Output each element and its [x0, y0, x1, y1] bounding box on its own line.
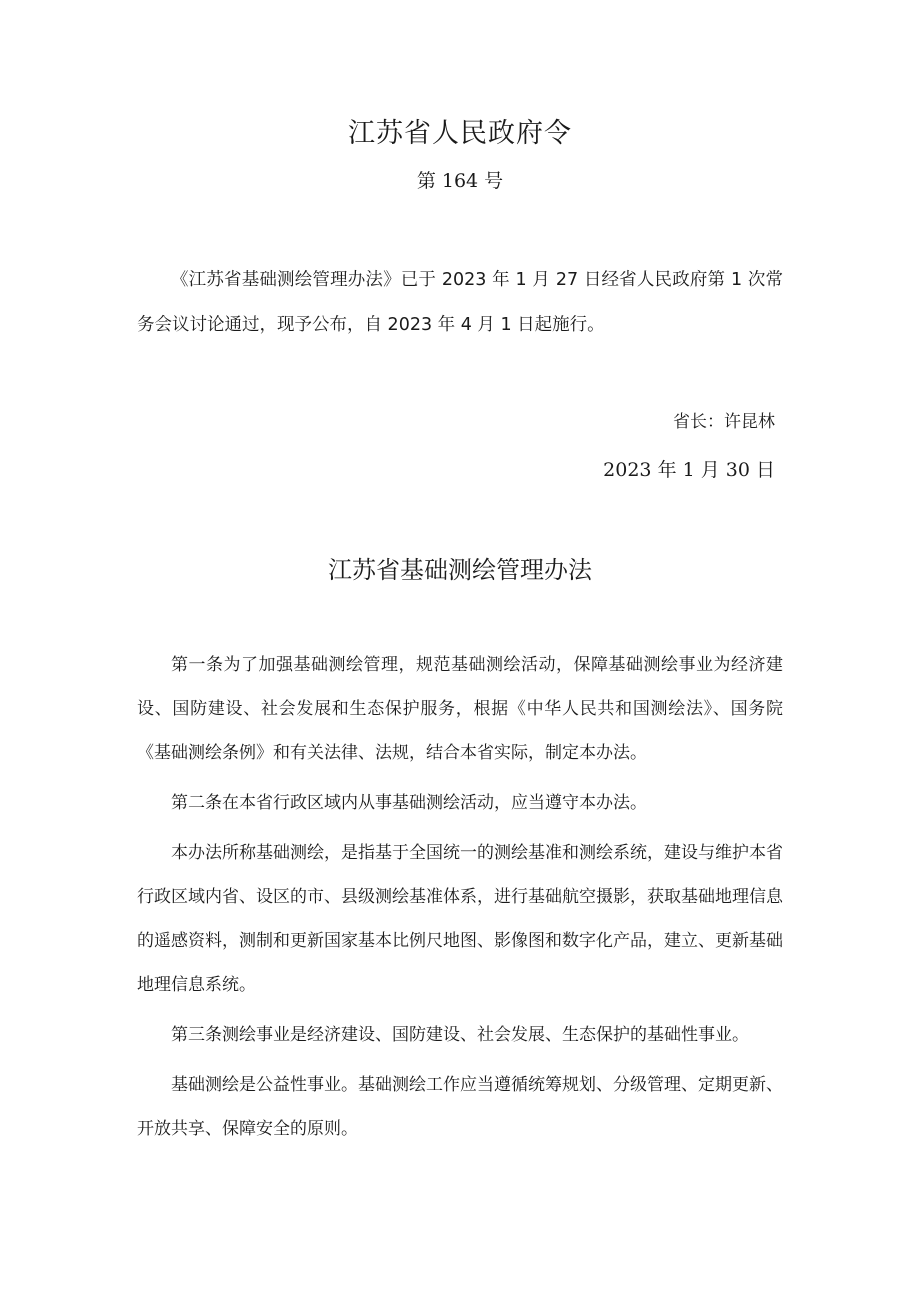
article-3: 第三条测绘事业是经济建设、国防建设、社会发展、生态保护的基础性事业。 — [171, 1025, 749, 1045]
article-1: 第一条为了加强基础测绘管理，规范基础测绘活动，保障基础测绘事业为经济建设、国防建设、社会发展和生态保护服务，根据《中华人民共和国测绘法》、国务院《基础测绘条例》和有关法律、法规，结合本省实际，制定本办法。 — [137, 655, 783, 763]
article-2-definition: 本办法所称基础测绘，是指基于全国统一的测绘基准和测绘系统，建设与维护本省行政区域内省、设区的市、县级测绘基准体系，进行基础航空摄影，获取基础地理信息的遥感资料，测制和更新国家基本比例尺地图、影像图和数字化产品，建立、更新基础地理信息系统。 — [137, 843, 783, 995]
law-body — [137, 643, 783, 1157]
sign-date: 2023 年 1 月 30 日 — [603, 459, 775, 481]
law-title: 江苏省基础测绘管理办法 — [328, 556, 592, 584]
proclamation — [137, 258, 783, 348]
proclamation-text: 《江苏省基础测绘管理办法》已于 2023 年 1 月 27 日经省人民政府第 1 次常务会议讨论通过，现予公布，自 2023 年 4 月 1 日起施行。 — [137, 270, 783, 335]
signer: 省长：许昆林 — [673, 412, 775, 432]
order-number: 第 164 号 — [416, 170, 504, 192]
order-title: 江苏省人民政府令 — [348, 118, 572, 149]
article-2: 第二条在本省行政区域内从事基础测绘活动，应当遵守本办法。 — [171, 793, 647, 813]
article-3-principles: 基础测绘是公益性事业。基础测绘工作应当遵循统筹规划、分级管理、定期更新、开放共享、保障安全的原则。 — [137, 1075, 783, 1139]
